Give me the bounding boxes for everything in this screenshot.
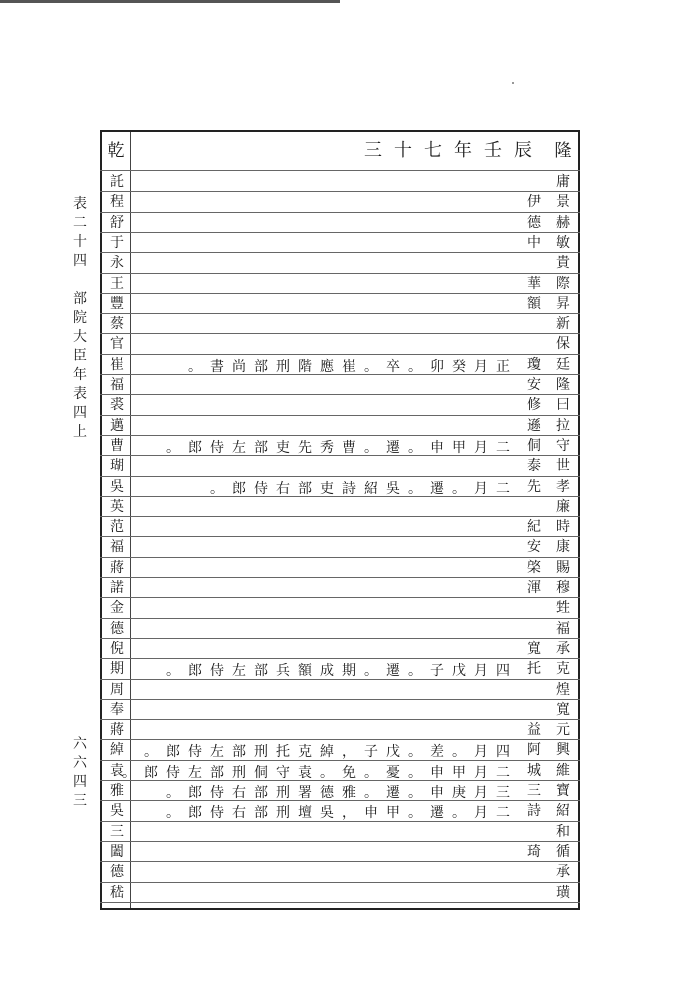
row-appointment-entry: 二月。遷。甲申，吳壇刑部右侍郎。 xyxy=(166,805,518,822)
row-left-char: 蔣 xyxy=(110,559,124,576)
row-mid-char: 侗 xyxy=(527,437,541,454)
row-mid-char: 紀 xyxy=(527,519,541,536)
row-right-char: 保 xyxy=(556,336,570,353)
row-divider xyxy=(100,394,580,395)
row-divider xyxy=(100,902,580,903)
row-appointment-entry: 二月。遷。吳紹詩吏部右侍郎。 xyxy=(210,480,518,497)
row-right-char: 承 xyxy=(556,640,570,657)
row-right-char: 昇 xyxy=(556,295,570,312)
row-left-char: 蔡 xyxy=(110,316,124,333)
header-divider xyxy=(100,170,580,171)
row-left-char: 范 xyxy=(110,519,124,536)
row-divider xyxy=(100,739,580,740)
year-heading: 三十七年壬辰 xyxy=(364,140,544,161)
row-left-char: 英 xyxy=(110,498,124,515)
row-mid-char: 泰 xyxy=(527,458,541,475)
row-right-char: 新 xyxy=(556,316,570,333)
row-right-char: 廉 xyxy=(556,498,570,515)
row-left-char: 周 xyxy=(110,681,124,698)
row-mid-char: 城 xyxy=(527,762,541,779)
row-divider xyxy=(100,658,580,659)
row-right-char: 賜 xyxy=(556,559,570,576)
row-right-char: 孝 xyxy=(556,478,570,495)
row-mid-char: 益 xyxy=(527,722,541,739)
row-mid-char: 伊 xyxy=(527,194,541,211)
row-right-char: 維 xyxy=(556,762,570,779)
row-right-char: 隆 xyxy=(556,377,570,393)
row-right-char: 世 xyxy=(556,458,570,475)
row-mid-char: 渾 xyxy=(527,580,541,596)
table-left-border xyxy=(100,130,102,910)
row-left-char: 蔣 xyxy=(110,722,124,739)
row-left-char: 官 xyxy=(110,336,124,353)
row-divider xyxy=(100,252,580,253)
row-right-char: 寶 xyxy=(556,783,570,799)
row-mid-char: 安 xyxy=(527,377,541,393)
row-left-char: 程 xyxy=(110,194,124,211)
row-divider xyxy=(100,232,580,233)
row-mid-char: 三 xyxy=(527,783,541,799)
official-table xyxy=(100,130,580,910)
row-mid-char: 棨 xyxy=(527,559,541,576)
row-left-char: 奉 xyxy=(110,701,124,718)
row-right-char: 庸 xyxy=(556,174,570,190)
row-right-char: 際 xyxy=(556,275,570,292)
row-divider xyxy=(100,557,580,558)
row-mid-char: 托 xyxy=(527,661,541,678)
row-right-char: 寬 xyxy=(556,701,570,718)
row-right-char: 曰 xyxy=(556,397,570,414)
row-left-char: 福 xyxy=(110,377,124,393)
row-appointment-entry: 四月戊子。遷。期成額兵部左侍郎。 xyxy=(166,663,518,680)
row-left-char: 託 xyxy=(110,174,124,190)
row-mid-char: 琦 xyxy=(527,843,541,860)
row-divider xyxy=(100,699,580,700)
row-mid-char: 安 xyxy=(527,539,541,556)
row-right-char: 康 xyxy=(556,539,570,556)
row-left-char: 豐 xyxy=(110,295,124,312)
row-divider xyxy=(100,597,580,598)
row-mid-char: 先 xyxy=(527,478,541,495)
table-top-border xyxy=(100,130,580,132)
row-left-char: 吳 xyxy=(110,478,124,495)
row-left-char: 諾 xyxy=(110,580,124,596)
row-right-char: 承 xyxy=(556,864,570,881)
row-left-char: 瑚 xyxy=(110,458,124,475)
era-first-char: 乾 xyxy=(107,141,125,161)
row-left-char: 倪 xyxy=(110,640,124,657)
row-left-char: 闔 xyxy=(110,843,124,860)
row-left-char: 吳 xyxy=(110,803,124,820)
row-mid-char: 瓊 xyxy=(527,356,541,373)
row-right-char: 廷 xyxy=(556,356,570,373)
row-divider xyxy=(100,618,580,619)
row-left-char: 袁 xyxy=(110,762,124,779)
row-divider xyxy=(100,719,580,720)
row-left-char: 曹 xyxy=(110,437,124,454)
row-right-char: 守 xyxy=(556,437,570,454)
row-right-char: 璜 xyxy=(556,884,570,901)
row-mid-char: 修 xyxy=(527,397,541,414)
row-left-char: 綽 xyxy=(110,742,124,759)
row-divider xyxy=(100,577,580,578)
row-left-char: 邁 xyxy=(110,417,124,434)
row-divider xyxy=(100,293,580,294)
row-left-char: 嵇 xyxy=(110,884,124,901)
row-left-char: 永 xyxy=(110,255,124,272)
row-divider xyxy=(100,882,580,883)
era-last-char: 隆 xyxy=(554,141,572,161)
row-divider xyxy=(100,435,580,436)
row-right-char: 穆 xyxy=(556,580,570,596)
row-mid-char: 額 xyxy=(527,295,541,312)
row-right-char: 敏 xyxy=(556,234,570,251)
row-divider xyxy=(100,841,580,842)
row-right-char: 貴 xyxy=(556,255,570,272)
row-divider xyxy=(100,273,580,274)
row-mid-char: 德 xyxy=(527,214,541,231)
row-appointment-entry: 正月癸卯。卒。崔應階刑部尚書。 xyxy=(188,358,518,375)
row-right-char: 興 xyxy=(556,742,570,759)
row-appointment-entry: 二月甲申。憂。免。袁守侗刑部左侍郎。 xyxy=(122,764,518,781)
row-divider xyxy=(100,638,580,639)
row-left-char: 雅 xyxy=(110,783,124,799)
row-right-char: 紹 xyxy=(556,803,570,820)
row-mid-char: 中 xyxy=(527,234,541,251)
row-divider xyxy=(100,415,580,416)
column-divider-left xyxy=(130,130,131,910)
top-rule xyxy=(0,0,340,3)
row-left-char: 崔 xyxy=(110,356,124,373)
speck xyxy=(512,82,514,84)
row-right-char: 時 xyxy=(556,519,570,536)
row-left-char: 金 xyxy=(110,600,124,617)
row-divider xyxy=(100,333,580,334)
row-right-char: 甡 xyxy=(556,600,570,617)
row-divider xyxy=(100,536,580,537)
row-mid-char: 阿 xyxy=(527,742,541,759)
row-mid-char: 華 xyxy=(527,275,541,292)
row-left-char: 舒 xyxy=(110,214,124,231)
row-right-char: 元 xyxy=(556,722,570,739)
row-right-char: 景 xyxy=(556,194,570,211)
row-left-char: 三 xyxy=(110,823,124,840)
row-mid-char: 遜 xyxy=(527,417,541,434)
page-number: 六六四三 xyxy=(73,736,87,809)
row-appointment-entry: 四月。差。戊子，綽克托刑部左侍郎。 xyxy=(144,744,518,761)
row-mid-char: 寬 xyxy=(527,640,541,657)
row-left-char: 裘 xyxy=(110,397,124,414)
table-bottom-border xyxy=(100,908,580,910)
row-right-char: 赫 xyxy=(556,214,570,231)
side-label-table-number: 表二十四 xyxy=(73,196,87,269)
side-label-title: 部院大臣年表四上 xyxy=(73,291,87,440)
row-right-char: 福 xyxy=(556,620,570,637)
row-right-char: 煌 xyxy=(556,681,570,698)
row-mid-char: 詩 xyxy=(527,803,541,820)
row-divider xyxy=(100,313,580,314)
row-left-char: 德 xyxy=(110,864,124,881)
row-divider xyxy=(100,476,580,477)
row-divider xyxy=(100,516,580,517)
table-right-border xyxy=(578,130,580,910)
row-left-char: 期 xyxy=(110,661,124,678)
row-right-char: 拉 xyxy=(556,417,570,434)
row-right-char: 和 xyxy=(556,823,570,840)
row-appointment-entry: 三月庚申。遷。雅德署刑部右侍郎。 xyxy=(166,785,518,801)
row-divider xyxy=(100,212,580,213)
row-left-char: 德 xyxy=(110,620,124,637)
row-right-char: 循 xyxy=(556,843,570,860)
row-left-char: 于 xyxy=(110,234,124,251)
row-divider xyxy=(100,861,580,862)
row-left-char: 王 xyxy=(110,275,124,292)
row-appointment-entry: 二月甲申。遷。曹秀先吏部左侍郎。 xyxy=(166,439,518,456)
row-divider xyxy=(100,191,580,192)
row-divider xyxy=(100,354,580,355)
row-left-char: 福 xyxy=(110,539,124,556)
row-right-char: 克 xyxy=(556,661,570,678)
